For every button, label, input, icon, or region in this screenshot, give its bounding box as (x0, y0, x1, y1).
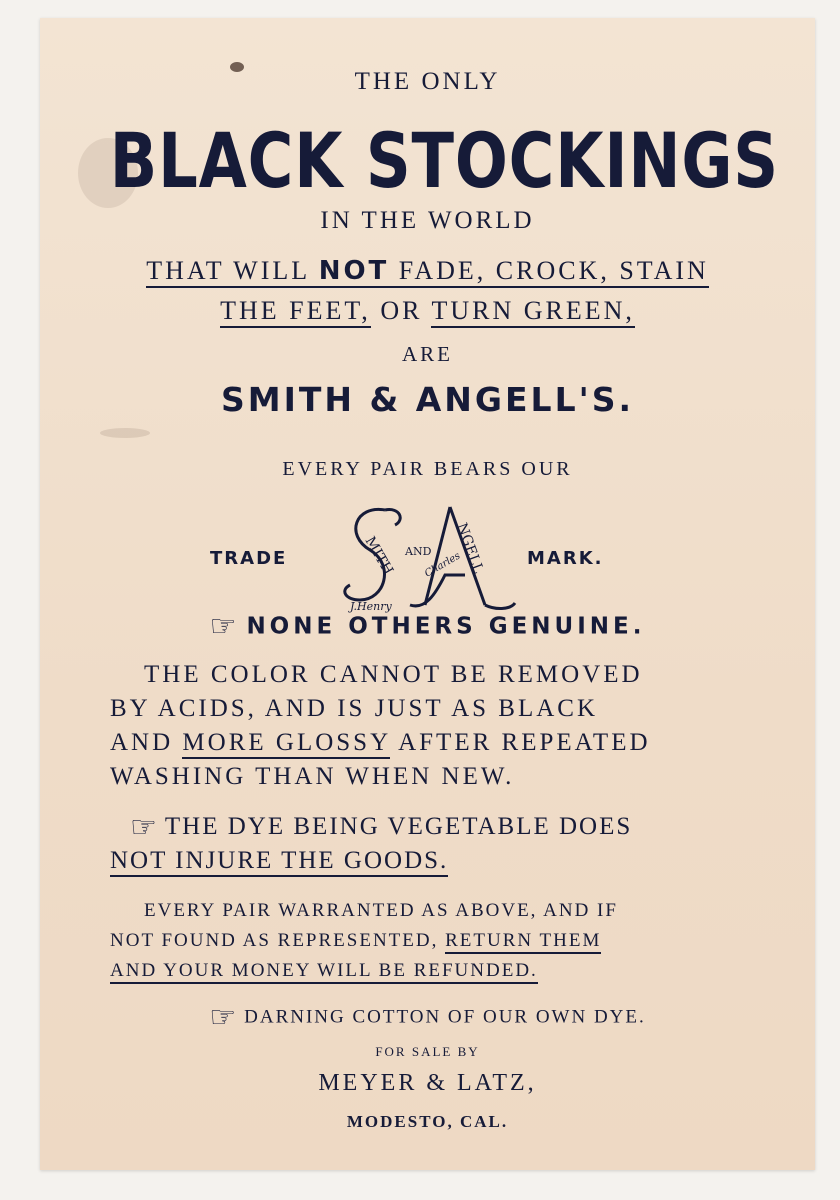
sa-monogram-logo (315, 485, 525, 615)
trademark-row (40, 480, 815, 620)
claim-line-2 (40, 296, 815, 326)
color-paragraph (110, 658, 750, 794)
color-line-3 (110, 726, 750, 760)
color-line-4: WASHING THAN WHEN NEW. (110, 763, 515, 790)
color-line-1: THE COLOR CANNOT BE REMOVED (144, 661, 643, 688)
warranty-line-1: EVERY PAIR WARRANTED AS ABOVE, AND IF (144, 900, 618, 921)
warranty-text: NOT FOUND AS REPRESENTED, (110, 930, 446, 951)
warranty-line-2 (110, 926, 760, 956)
claim-text: FADE, CROCK, STAIN (389, 256, 709, 285)
refunded-text: AND YOUR MONEY WILL BE REFUNDED. (110, 960, 538, 984)
color-text: AND (110, 729, 183, 756)
seller-name: MEYER & LATZ, (318, 1070, 537, 1096)
none-others-row (40, 609, 815, 644)
pointing-hand-icon: ☞ (209, 1000, 239, 1035)
warranty-paragraph (110, 896, 760, 986)
svg-text:J.Henry: J.Henry (350, 600, 392, 613)
claim-text: THAT WILL (146, 256, 319, 285)
dye-line-1 (110, 810, 760, 844)
the-only-text: THE ONLY (354, 68, 501, 95)
claim-line-1 (40, 256, 815, 286)
seller-location: MODESTO, CAL. (346, 1112, 509, 1131)
svg-text:AND: AND (405, 545, 432, 558)
darning-text: DARNING COTTON OF OUR OWN DYE. (244, 1006, 646, 1028)
more-glossy-text: MORE GLOSSY (182, 729, 390, 759)
not-injure-text: NOT INJURE THE GOODS. (110, 847, 448, 877)
the-feet-text: THE FEET, (220, 296, 371, 328)
not-emphasis: NOT (318, 256, 390, 286)
are-text: ARE (402, 342, 453, 366)
main-title: BLACK STOCKINGS (109, 116, 779, 205)
for-sale-text: FOR SALE BY (375, 1044, 480, 1059)
turn-green-text: TURN GREEN, (431, 296, 634, 328)
none-others-text: NONE OTHERS GENUINE. (246, 613, 646, 640)
trade-text: TRADE (210, 548, 288, 569)
or-text: OR (370, 296, 432, 325)
every-pair-text: EVERY PAIR BEARS OUR (282, 458, 573, 480)
stain-mark (100, 428, 150, 438)
svg-text:NGELL: NGELL (453, 520, 487, 576)
mark-text: MARK. (527, 548, 604, 569)
return-them-text: RETURN THEM (445, 930, 601, 954)
dye-paragraph (110, 810, 760, 878)
dye-line-2 (110, 844, 760, 878)
darning-row (40, 1000, 815, 1035)
brand-name: SMITH & ANGELL'S. (220, 380, 635, 419)
color-text: AFTER REPEATED (390, 729, 651, 756)
advertisement-sheet (40, 18, 815, 1170)
color-line-2: BY ACIDS, AND IS JUST AS BLACK (110, 695, 599, 722)
in-the-world-text: IN THE WORLD (320, 207, 535, 234)
svg-text:Charles: Charles (423, 550, 463, 580)
svg-text:MITH: MITH (361, 534, 397, 578)
pointing-hand-icon: ☞ (209, 609, 241, 644)
pointing-hand-icon: ☞ (130, 810, 159, 846)
dye-text: THE DYE BEING VEGETABLE DOES (164, 813, 633, 840)
warranty-line-3 (110, 956, 760, 986)
